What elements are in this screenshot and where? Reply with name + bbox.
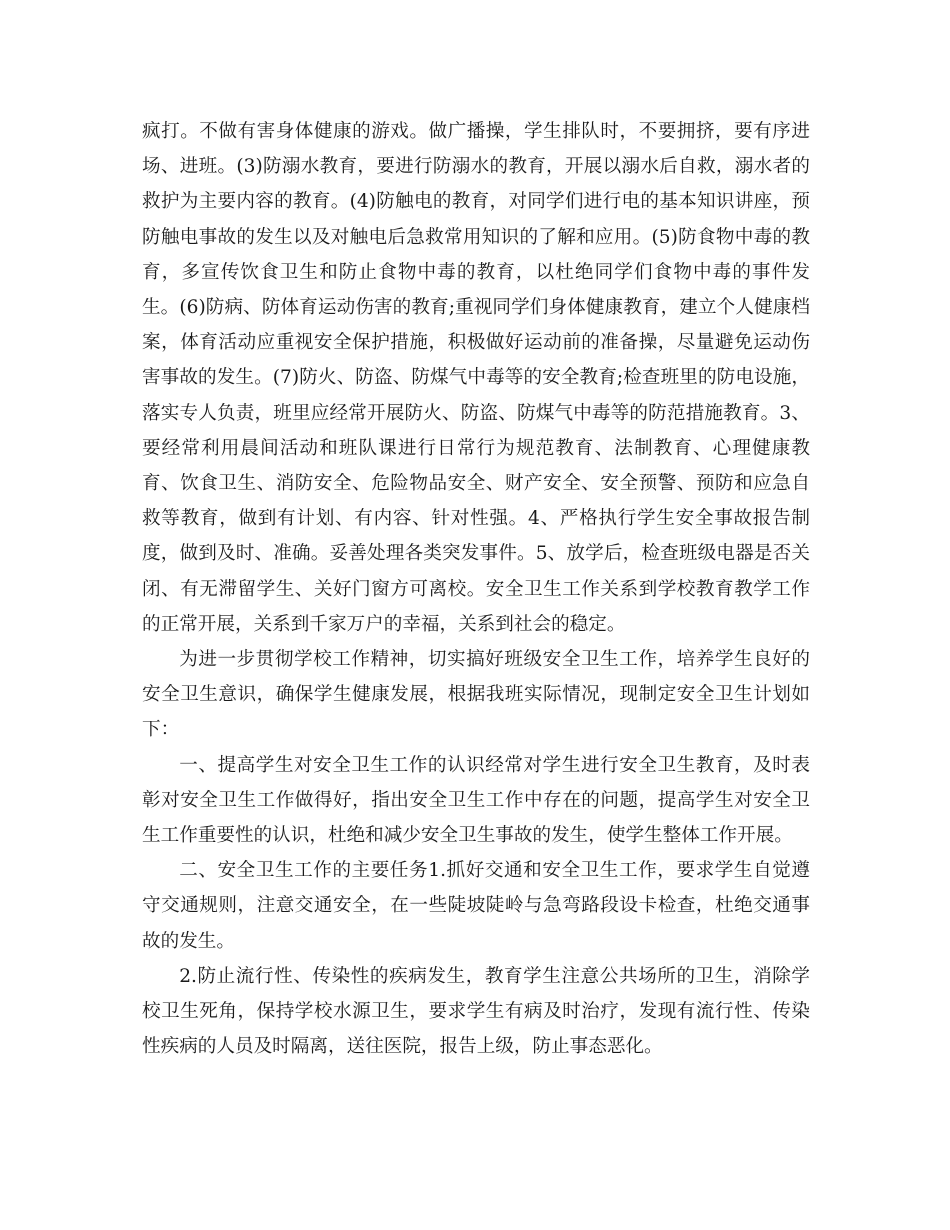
paragraph-section-one: 一、提高学生对安全卫生工作的认识经常对学生进行安全卫生教育，及时表彰对安全卫生工作做得好，指出安全卫生工作中存在的问题，提高学生对安全卫生工作重要性的认识，杜绝和减少安全卫生事故的发生，使学生整体工作开展。 (142, 754, 810, 847)
paragraph-continuation: 疯打。不做有害身体健康的游戏。做广播操，学生排队时，不要拥挤，要有序进场、进班。(3)防溺水教育，要进行防溺水的教育，开展以溺水后自救，溺水者的救护为主要内容的教育。(4)防触电的教育，对同学们进行电的基本知识讲座，预防触电事故的发生以及对触电后急救常用知识的了解和应用。(5)防食物中毒的教育，多宣传饮食卫生和防止食物中毒的教育，以杜绝同学们食物中毒的事件发生。(6)防病、防体育运动伤害的教育;重视同学们身体健康教育，建立个人健康档案，体育活动应重视安全保护措施，积极做好运动前的准备操，尽量避免运动伤害事故的发生。(7)防火、防盗、防煤气中毒等的安全教育;检查班里的防电设施，落实专人负责，班里应经常开展防火、防盗、防煤气中毒等的防范措施教育。3、要经常利用晨间活动和班队课进行日常行为规范教育、法制教育、心理健康教育、饮食卫生、消防安全、危险物品安全、财产安全、安全预警、预防和应急自救等教育，做到有计划、有内容、针对性强。4、严格执行学生安全事故报告制度，做到及时、准确。妥善处理各类突发事件。5、放学后，检查班级电器是否关闭、有无滞留学生、关好门窗方可离校。安全卫生工作关系到学校教育教学工作的正常开展，关系到千家万户的幸福，关系到社会的稳定。 (142, 121, 810, 635)
paragraph-section-two: 二、安全卫生工作的主要任务1.抓好交通和安全卫生工作，要求学生自觉遵守交通规则，注意交通安全，在一些陡坡陡岭与急弯路段设卡检查，杜绝交通事故的发生。 (142, 860, 810, 952)
paragraph-item-two: 2.防止流行性、传染性的疾病发生，教育学生注意公共场所的卫生，消除学校卫生死角，保持学校水源卫生，要求学生有病及时治疗，发现有流行性、传染性疾病的人员及时隔离，送往医院，报告上级，防止事态恶化。 (142, 965, 810, 1058)
paragraph-intro: 为进一步贯彻学校工作精神，切实搞好班级安全卫生工作，培养学生良好的安全卫生意识，确保学生健康发展，根据我班实际情况，现制定安全卫生计划如下： (142, 649, 810, 741)
document-page (142, 114, 810, 1064)
